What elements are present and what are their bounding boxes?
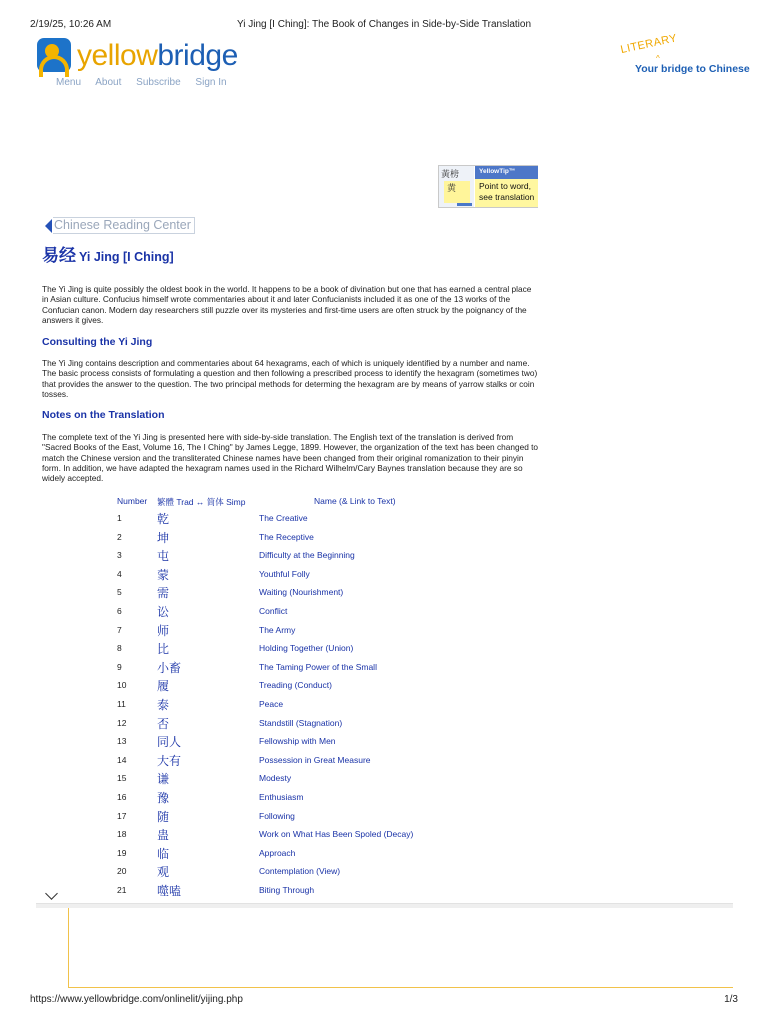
hexagram-characters: 蛊 <box>157 828 170 843</box>
consulting-heading: Consulting the Yi Jing <box>42 336 153 348</box>
hexagram-number: 13 <box>117 736 127 747</box>
table-row <box>117 528 517 547</box>
hexagram-number: 1 <box>117 513 122 523</box>
hexagram-characters: 同人 <box>157 735 182 750</box>
yellowtip-header: YellowTip™ <box>475 166 538 179</box>
hexagram-name-link[interactable]: Treading (Conduct) <box>259 680 332 691</box>
hexagram-name-link[interactable]: The Army <box>259 624 296 635</box>
table-header <box>117 496 517 509</box>
hexagram-number: 8 <box>117 643 122 654</box>
tagline-caret: ^ <box>656 54 660 63</box>
hexagram-name-link[interactable]: Peace <box>259 698 284 709</box>
hexagram-name-link[interactable]: Biting Through <box>259 884 315 895</box>
page-title-chinese: 易经 <box>42 246 76 265</box>
hexagram-name-link[interactable]: Youthful Folly <box>259 568 310 579</box>
yellowtip-hanzi-box: 黄 <box>444 181 470 203</box>
hexagram-number: 7 <box>117 624 122 635</box>
hexagram-number: 9 <box>117 661 122 672</box>
hexagram-characters: 豫 <box>157 790 170 805</box>
back-to-reading-center[interactable] <box>45 217 195 234</box>
notes-heading: Notes on the Translation <box>42 409 165 421</box>
sun-over-bridge-icon <box>37 38 71 72</box>
yellowtip-text <box>475 166 538 207</box>
hexagram-name-link[interactable]: Approach <box>259 847 296 858</box>
consulting-paragraph: The Yi Jing contains description and commentaries about 64 hexagrams, each of which is uniquely identified by a number and name. The basic process consists of formulating a question and then following a prescribed process to identify the hexagram (sometimes two) that provides the answer to the question. The two principal methods for determing the hexagram are by means of yarrow stalks or coin tosses. <box>42 358 538 399</box>
print-footer <box>30 994 738 1008</box>
logo-wordmark: yellowbridge <box>77 39 238 72</box>
print-date: 2/19/25, 10:26 AM <box>30 19 112 30</box>
hexagram-number: 5 <box>117 587 122 598</box>
yellowtip-hanzi-top: 黃榜 <box>441 169 460 179</box>
hexagram-characters: 噬嗑 <box>157 883 182 898</box>
table-row <box>117 621 517 640</box>
hexagram-number: 6 <box>117 605 122 616</box>
print-url: https://www.yellowbridge.com/onlinelit/yijing.php <box>30 994 243 1005</box>
hexagram-name-link[interactable]: Standstill (Stagnation) <box>259 717 343 728</box>
hexagram-name-link[interactable]: The Creative <box>259 513 308 523</box>
yellowtip-underline <box>457 203 472 206</box>
hexagram-characters: 需 <box>157 586 170 601</box>
table-row <box>117 769 517 788</box>
hexagram-characters: 讼 <box>157 604 170 619</box>
print-page-number: 1/3 <box>724 994 738 1005</box>
table-row <box>117 751 517 770</box>
hexagram-name-link[interactable]: Following <box>259 810 295 821</box>
hexagram-characters: 谦 <box>157 772 170 787</box>
yellowtip-banner[interactable] <box>438 165 538 208</box>
hexagram-name-link[interactable]: Holding Together (Union) <box>259 643 354 654</box>
hexagram-name-link[interactable]: The Taming Power of the Small <box>259 661 377 672</box>
hexagram-characters: 比 <box>157 642 170 657</box>
hexagram-name-link[interactable]: Work on What Has Been Spoled (Decay) <box>259 829 414 840</box>
nav-subscribe[interactable]: Subscribe <box>136 77 181 88</box>
hexagram-characters: 乾 <box>157 512 170 526</box>
hexagram-number: 17 <box>117 810 127 821</box>
yellowbridge-logo[interactable] <box>37 38 247 78</box>
hexagram-characters: 大有 <box>157 753 182 768</box>
nav-sign-in[interactable]: Sign In <box>195 77 227 88</box>
table-row <box>117 676 517 695</box>
table-row <box>117 807 517 826</box>
hexagram-number: 12 <box>117 717 127 728</box>
table-body <box>117 509 517 899</box>
hexagram-number: 16 <box>117 791 127 802</box>
tagline-text: Your bridge to Chinese <box>635 63 750 75</box>
hexagram-name-link[interactable]: Contemplation (View) <box>259 866 341 877</box>
hexagram-characters: 坤 <box>157 530 170 545</box>
hexagram-characters: 履 <box>157 679 170 694</box>
table-row <box>117 695 517 714</box>
header-characters: 繁體 Trad ↔ 简体 Simp <box>157 497 246 507</box>
tagline-literary: LITERARY <box>619 32 679 56</box>
literary-tagline <box>619 32 750 80</box>
hexagram-characters: 蒙 <box>157 567 170 582</box>
chevron-down-icon[interactable] <box>45 887 58 900</box>
table-row <box>117 639 517 658</box>
table-row <box>117 732 517 751</box>
hexagram-number: 18 <box>117 829 127 840</box>
yellowtip-body: Point to word, see translation <box>479 181 535 202</box>
hexagram-characters: 否 <box>157 716 170 731</box>
hexagram-number: 19 <box>117 847 127 858</box>
hexagram-name-link[interactable]: Difficulty at the Beginning <box>259 550 355 561</box>
hexagram-characters: 小畜 <box>157 660 182 675</box>
table-row <box>117 788 517 807</box>
hexagram-characters: 泰 <box>157 697 170 712</box>
table-row <box>117 714 517 733</box>
hexagram-number: 4 <box>117 568 122 579</box>
table-row <box>117 583 517 602</box>
table-row <box>117 825 517 844</box>
table-row <box>117 862 517 881</box>
hexagram-number: 21 <box>117 884 127 895</box>
hexagram-name-link[interactable]: Waiting (Nourishment) <box>259 587 344 598</box>
hexagram-name-link[interactable]: Possession in Great Measure <box>259 754 371 765</box>
hexagram-name-link[interactable]: Conflict <box>259 605 288 616</box>
hexagram-characters: 屯 <box>157 549 170 564</box>
hexagram-characters: 师 <box>157 623 170 638</box>
hexagram-characters: 临 <box>157 846 170 861</box>
hexagram-name-link[interactable]: Modesty <box>259 773 292 784</box>
ad-frame <box>68 908 733 988</box>
table-row <box>117 546 517 565</box>
hexagram-number: 15 <box>117 773 127 784</box>
hexagram-number: 10 <box>117 680 127 691</box>
yellowtip-illustration <box>439 166 474 207</box>
print-header <box>30 19 738 33</box>
page-title <box>42 241 174 266</box>
print-page-title: Yi Jing [I Ching]: The Book of Changes in Side-by-Side Translation <box>236 19 532 30</box>
header-name: Name (& Link to Text) <box>314 496 396 506</box>
hexagram-number: 3 <box>117 550 122 561</box>
header-number: Number <box>117 496 148 506</box>
hexagram-number: 14 <box>117 754 127 765</box>
back-arrow-icon <box>45 219 52 233</box>
hexagram-number: 11 <box>117 698 126 709</box>
hexagram-characters: 随 <box>157 809 170 824</box>
hexagram-name-link[interactable]: Fellowship with Men <box>259 736 336 747</box>
table-row <box>117 602 517 621</box>
page-title-english: Yi Jing [I Ching] <box>79 250 174 264</box>
hexagram-number: 20 <box>117 866 127 877</box>
hexagram-name-link[interactable]: Enthusiasm <box>259 791 304 802</box>
hexagram-number: 2 <box>117 531 122 542</box>
notes-paragraph: The complete text of the Yi Jing is presented here with side-by-side translation. The English text of the translation is derived from "Sacred Books of the East, Volume 16, The I Ching" by James Legge, 1899. However, the organization of the text has been changed to match the Chinese version and the transliterated Chinese names have been changed from their original romanization to their pinyin form. In addition, we have adapted the hexagram names used in the Richard Wilhelm/Cary Baynes translation because they are so widely accepted. <box>42 432 539 484</box>
top-nav <box>56 77 239 88</box>
table-row <box>117 509 517 528</box>
hexagram-table <box>117 496 517 899</box>
intro-paragraph: The Yi Jing is quite possibly the oldest book in the world. It happens to be a book of divination but one that has earned a central place in Asian culture. Confucius himself wrote commentaries about it and later Confucianists included it as one of the 13 works of the Confucian canon. Modern day researchers still puzzle over its mysteries and first-time users are often struck by the poignancy of the answers it gives. <box>42 284 532 325</box>
table-row <box>117 658 517 677</box>
table-row <box>117 844 517 863</box>
table-row <box>117 881 517 900</box>
back-link-label: Chinese Reading Center <box>53 217 195 234</box>
table-row <box>117 565 517 584</box>
nav-about[interactable]: About <box>95 77 122 88</box>
hexagram-characters: 观 <box>157 865 170 880</box>
nav-menu[interactable]: Menu <box>56 77 82 88</box>
hexagram-name-link[interactable]: The Receptive <box>259 531 314 542</box>
